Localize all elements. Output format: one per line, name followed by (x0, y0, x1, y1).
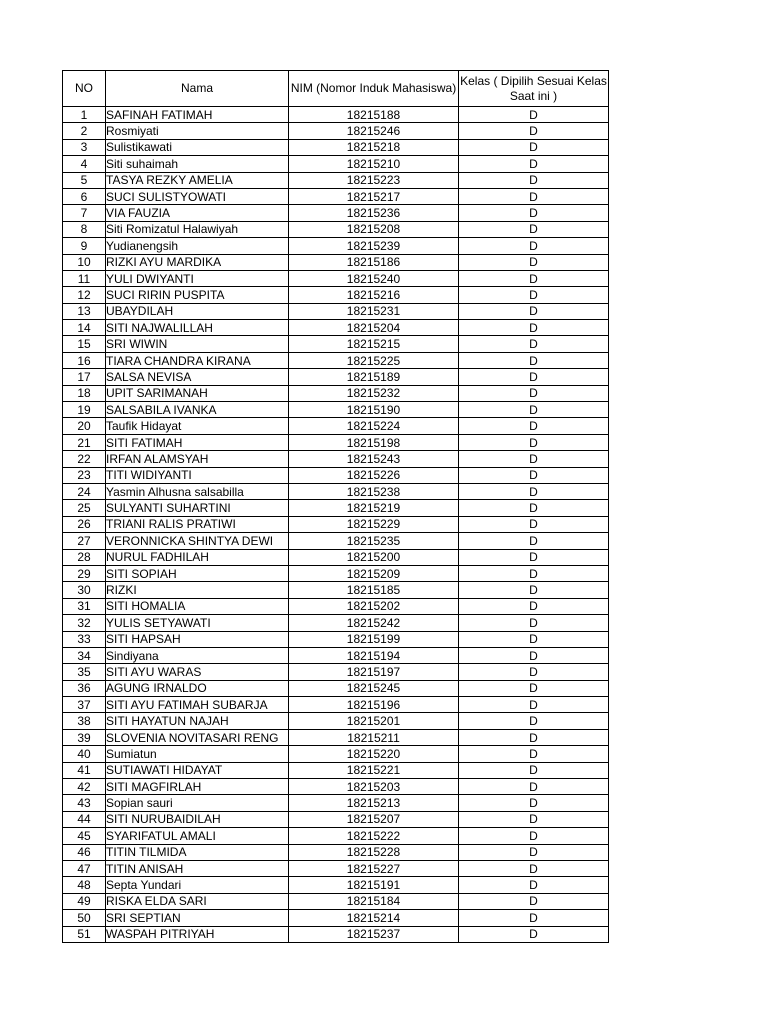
cell-nim: 18215213 (289, 795, 459, 811)
header-row (63, 71, 609, 107)
cell-nama: Yudianengsih (106, 238, 289, 254)
cell-nama: RIZKI (106, 582, 289, 598)
cell-no: 24 (63, 483, 106, 499)
table-row (63, 205, 609, 221)
cell-kelas: D (459, 828, 609, 844)
cell-nim: 18215236 (289, 205, 459, 221)
table-row (63, 647, 609, 663)
table-row (63, 746, 609, 762)
table-row (63, 418, 609, 434)
cell-nama: SULYANTI SUHARTINI (106, 500, 289, 516)
cell-no: 43 (63, 795, 106, 811)
cell-no: 9 (63, 238, 106, 254)
cell-nim: 18215239 (289, 238, 459, 254)
cell-nama: SALSABILA IVANKA (106, 402, 289, 418)
cell-no: 17 (63, 369, 106, 385)
cell-kelas: D (459, 172, 609, 188)
cell-nim: 18215197 (289, 664, 459, 680)
cell-kelas: D (459, 188, 609, 204)
table-row (63, 123, 609, 139)
cell-no: 33 (63, 631, 106, 647)
cell-no: 22 (63, 451, 106, 467)
cell-nama: YULIS SETYAWATI (106, 615, 289, 631)
table-row (63, 697, 609, 713)
cell-no: 32 (63, 615, 106, 631)
table-row (63, 893, 609, 909)
cell-no: 45 (63, 828, 106, 844)
table-row (63, 156, 609, 172)
cell-no: 39 (63, 729, 106, 745)
table-row (63, 369, 609, 385)
cell-nama: TIARA CHANDRA KIRANA (106, 352, 289, 368)
table-row (63, 500, 609, 516)
table-row (63, 582, 609, 598)
table-row (63, 320, 609, 336)
table-row (63, 877, 609, 893)
cell-kelas: D (459, 320, 609, 336)
cell-no: 19 (63, 402, 106, 418)
cell-nama: SUCI RIRIN PUSPITA (106, 287, 289, 303)
cell-kelas: D (459, 926, 609, 942)
cell-nama: AGUNG IRNALDO (106, 680, 289, 696)
cell-nim: 18215222 (289, 828, 459, 844)
cell-kelas: D (459, 598, 609, 614)
cell-no: 48 (63, 877, 106, 893)
cell-kelas: D (459, 500, 609, 516)
cell-nama: Septa Yundari (106, 877, 289, 893)
cell-no: 47 (63, 860, 106, 876)
cell-nim: 18215226 (289, 467, 459, 483)
header-kelas: Kelas ( Dipilih Sesuai Kelas Saat ini ) (459, 71, 609, 107)
cell-kelas: D (459, 287, 609, 303)
cell-nim: 18215246 (289, 123, 459, 139)
cell-no: 30 (63, 582, 106, 598)
cell-nama: TASYA REZKY AMELIA (106, 172, 289, 188)
cell-nim: 18215211 (289, 729, 459, 745)
cell-kelas: D (459, 582, 609, 598)
cell-nama: TITI WIDIYANTI (106, 467, 289, 483)
cell-nim: 18215210 (289, 156, 459, 172)
cell-nama: RIZKI AYU MARDIKA (106, 254, 289, 270)
table-row (63, 631, 609, 647)
cell-no: 7 (63, 205, 106, 221)
cell-no: 21 (63, 434, 106, 450)
table-row (63, 303, 609, 319)
cell-no: 14 (63, 320, 106, 336)
table-row (63, 402, 609, 418)
cell-nama: Sopian sauri (106, 795, 289, 811)
cell-nim: 18215189 (289, 369, 459, 385)
header-nim: NIM (Nomor Induk Mahasiswa) (289, 71, 459, 107)
cell-kelas: D (459, 844, 609, 860)
cell-kelas: D (459, 680, 609, 696)
cell-no: 15 (63, 336, 106, 352)
cell-nim: 18215243 (289, 451, 459, 467)
table-row (63, 860, 609, 876)
cell-no: 18 (63, 385, 106, 401)
cell-kelas: D (459, 418, 609, 434)
cell-nim: 18215217 (289, 188, 459, 204)
cell-kelas: D (459, 893, 609, 909)
cell-nama: SITI HAYATUN NAJAH (106, 713, 289, 729)
cell-kelas: D (459, 779, 609, 795)
cell-nama: TITIN TILMIDA (106, 844, 289, 860)
table-row (63, 795, 609, 811)
table-row (63, 434, 609, 450)
cell-nim: 18215204 (289, 320, 459, 336)
header-nama: Nama (106, 71, 289, 107)
cell-no: 3 (63, 139, 106, 155)
table-row (63, 828, 609, 844)
table-row (63, 926, 609, 942)
table-row (63, 680, 609, 696)
cell-nama: VERONNICKA SHINTYA DEWI (106, 533, 289, 549)
cell-no: 2 (63, 123, 106, 139)
cell-nim: 18215208 (289, 221, 459, 237)
cell-nama: SLOVENIA NOVITASARI RENG (106, 729, 289, 745)
cell-nama: SITI FATIMAH (106, 434, 289, 450)
table-row (63, 598, 609, 614)
cell-nim: 18215232 (289, 385, 459, 401)
table-row (63, 352, 609, 368)
cell-no: 12 (63, 287, 106, 303)
cell-nama: SITI NAJWALILLAH (106, 320, 289, 336)
table-row (63, 270, 609, 286)
cell-nim: 18215209 (289, 565, 459, 581)
cell-nim: 18215201 (289, 713, 459, 729)
cell-no: 27 (63, 533, 106, 549)
cell-no: 50 (63, 910, 106, 926)
cell-nama: SRI SEPTIAN (106, 910, 289, 926)
cell-kelas: D (459, 746, 609, 762)
cell-kelas: D (459, 238, 609, 254)
table-row (63, 483, 609, 499)
table-row (63, 221, 609, 237)
cell-nim: 18215191 (289, 877, 459, 893)
cell-no: 28 (63, 549, 106, 565)
cell-nama: TRIANI RALIS PRATIWI (106, 516, 289, 532)
cell-nama: SITI HAPSAH (106, 631, 289, 647)
cell-nim: 18215221 (289, 762, 459, 778)
cell-no: 13 (63, 303, 106, 319)
table-row (63, 729, 609, 745)
cell-nim: 18215238 (289, 483, 459, 499)
cell-nim: 18215207 (289, 811, 459, 827)
cell-kelas: D (459, 467, 609, 483)
table-row (63, 467, 609, 483)
cell-kelas: D (459, 762, 609, 778)
cell-no: 20 (63, 418, 106, 434)
cell-no: 38 (63, 713, 106, 729)
cell-no: 37 (63, 697, 106, 713)
cell-nama: TITIN ANISAH (106, 860, 289, 876)
cell-nim: 18215224 (289, 418, 459, 434)
cell-kelas: D (459, 434, 609, 450)
table-row (63, 238, 609, 254)
cell-nim: 18215194 (289, 647, 459, 663)
cell-nim: 18215184 (289, 893, 459, 909)
cell-kelas: D (459, 533, 609, 549)
cell-kelas: D (459, 795, 609, 811)
table-row (63, 287, 609, 303)
cell-kelas: D (459, 647, 609, 663)
cell-nama: Siti suhaimah (106, 156, 289, 172)
table-row (63, 172, 609, 188)
cell-no: 5 (63, 172, 106, 188)
cell-nama: YULI DWIYANTI (106, 270, 289, 286)
cell-no: 1 (63, 107, 106, 123)
cell-no: 51 (63, 926, 106, 942)
student-table (62, 70, 609, 943)
cell-no: 42 (63, 779, 106, 795)
table-row (63, 188, 609, 204)
cell-kelas: D (459, 385, 609, 401)
cell-no: 31 (63, 598, 106, 614)
cell-nama: Taufik Hidayat (106, 418, 289, 434)
table-row (63, 910, 609, 926)
cell-nim: 18215199 (289, 631, 459, 647)
cell-kelas: D (459, 451, 609, 467)
cell-nama: UPIT SARIMANAH (106, 385, 289, 401)
table-row (63, 664, 609, 680)
table-row (63, 254, 609, 270)
cell-nim: 18215228 (289, 844, 459, 860)
cell-nim: 18215229 (289, 516, 459, 532)
cell-nama: SUTIAWATI HIDAYAT (106, 762, 289, 778)
cell-no: 41 (63, 762, 106, 778)
cell-nim: 18215198 (289, 434, 459, 450)
table-row (63, 336, 609, 352)
cell-kelas: D (459, 107, 609, 123)
cell-nim: 18215231 (289, 303, 459, 319)
cell-nama: UBAYDILAH (106, 303, 289, 319)
cell-nim: 18215218 (289, 139, 459, 155)
table-row (63, 713, 609, 729)
cell-nama: Sindiyana (106, 647, 289, 663)
cell-nama: Sumiatun (106, 746, 289, 762)
cell-no: 36 (63, 680, 106, 696)
cell-nama: SITI SOPIAH (106, 565, 289, 581)
table-row (63, 615, 609, 631)
cell-nama: SITI MAGFIRLAH (106, 779, 289, 795)
cell-kelas: D (459, 352, 609, 368)
table-row (63, 549, 609, 565)
cell-kelas: D (459, 631, 609, 647)
cell-nim: 18215203 (289, 779, 459, 795)
cell-nim: 18215190 (289, 402, 459, 418)
cell-nim: 18215202 (289, 598, 459, 614)
cell-nim: 18215200 (289, 549, 459, 565)
cell-no: 34 (63, 647, 106, 663)
cell-nim: 18215235 (289, 533, 459, 549)
cell-nama: SITI HOMALIA (106, 598, 289, 614)
cell-no: 40 (63, 746, 106, 762)
table-body (63, 107, 609, 943)
cell-nim: 18215223 (289, 172, 459, 188)
cell-no: 16 (63, 352, 106, 368)
cell-kelas: D (459, 565, 609, 581)
cell-no: 26 (63, 516, 106, 532)
table-row (63, 811, 609, 827)
cell-kelas: D (459, 123, 609, 139)
cell-no: 44 (63, 811, 106, 827)
cell-nama: SALSA NEVISA (106, 369, 289, 385)
cell-kelas: D (459, 811, 609, 827)
cell-kelas: D (459, 860, 609, 876)
cell-nama: IRFAN ALAMSYAH (106, 451, 289, 467)
table-row (63, 565, 609, 581)
cell-nim: 18215216 (289, 287, 459, 303)
cell-nama: SRI WIWIN (106, 336, 289, 352)
cell-kelas: D (459, 254, 609, 270)
cell-no: 46 (63, 844, 106, 860)
table-row (63, 762, 609, 778)
cell-no: 49 (63, 893, 106, 909)
cell-no: 8 (63, 221, 106, 237)
cell-kelas: D (459, 664, 609, 680)
table-row (63, 451, 609, 467)
cell-kelas: D (459, 156, 609, 172)
cell-kelas: D (459, 483, 609, 499)
cell-nama: SITI AYU WARAS (106, 664, 289, 680)
cell-nim: 18215196 (289, 697, 459, 713)
cell-kelas: D (459, 221, 609, 237)
cell-nim: 18215220 (289, 746, 459, 762)
cell-kelas: D (459, 139, 609, 155)
cell-kelas: D (459, 713, 609, 729)
cell-kelas: D (459, 729, 609, 745)
cell-kelas: D (459, 270, 609, 286)
cell-nama: NURUL FADHILAH (106, 549, 289, 565)
cell-nim: 18215215 (289, 336, 459, 352)
cell-nim: 18215242 (289, 615, 459, 631)
cell-nim: 18215219 (289, 500, 459, 516)
cell-nim: 18215225 (289, 352, 459, 368)
cell-kelas: D (459, 877, 609, 893)
cell-kelas: D (459, 336, 609, 352)
cell-nama: SUCI SULISTYOWATI (106, 188, 289, 204)
table-row (63, 107, 609, 123)
cell-nama: Siti Romizatul Halawiyah (106, 221, 289, 237)
cell-no: 25 (63, 500, 106, 516)
table-row (63, 385, 609, 401)
cell-kelas: D (459, 402, 609, 418)
table-header (63, 71, 609, 107)
table-row (63, 779, 609, 795)
cell-nama: RISKA ELDA SARI (106, 893, 289, 909)
cell-kelas: D (459, 615, 609, 631)
cell-nama: SITI AYU FATIMAH SUBARJA (106, 697, 289, 713)
cell-kelas: D (459, 697, 609, 713)
cell-nim: 18215240 (289, 270, 459, 286)
cell-no: 4 (63, 156, 106, 172)
cell-kelas: D (459, 369, 609, 385)
cell-nim: 18215188 (289, 107, 459, 123)
cell-nim: 18215245 (289, 680, 459, 696)
cell-nama: VIA FAUZIA (106, 205, 289, 221)
cell-nim: 18215227 (289, 860, 459, 876)
cell-no: 11 (63, 270, 106, 286)
header-no: NO (63, 71, 106, 107)
table-row (63, 844, 609, 860)
cell-kelas: D (459, 516, 609, 532)
cell-nama: SYARIFATUL AMALI (106, 828, 289, 844)
cell-nim: 18215237 (289, 926, 459, 942)
cell-nama: WASPAH PITRIYAH (106, 926, 289, 942)
cell-nama: SAFINAH FATIMAH (106, 107, 289, 123)
cell-nama: SITI NURUBAIDILAH (106, 811, 289, 827)
table-row (63, 516, 609, 532)
cell-nim: 18215186 (289, 254, 459, 270)
cell-kelas: D (459, 549, 609, 565)
cell-kelas: D (459, 910, 609, 926)
cell-nim: 18215214 (289, 910, 459, 926)
cell-no: 10 (63, 254, 106, 270)
cell-nama: Sulistikawati (106, 139, 289, 155)
cell-kelas: D (459, 303, 609, 319)
cell-nim: 18215185 (289, 582, 459, 598)
cell-no: 6 (63, 188, 106, 204)
cell-nama: Yasmin Alhusna salsabilla (106, 483, 289, 499)
cell-nama: Rosmiyati (106, 123, 289, 139)
cell-no: 23 (63, 467, 106, 483)
cell-kelas: D (459, 205, 609, 221)
cell-no: 35 (63, 664, 106, 680)
table-row (63, 139, 609, 155)
cell-no: 29 (63, 565, 106, 581)
table-row (63, 533, 609, 549)
